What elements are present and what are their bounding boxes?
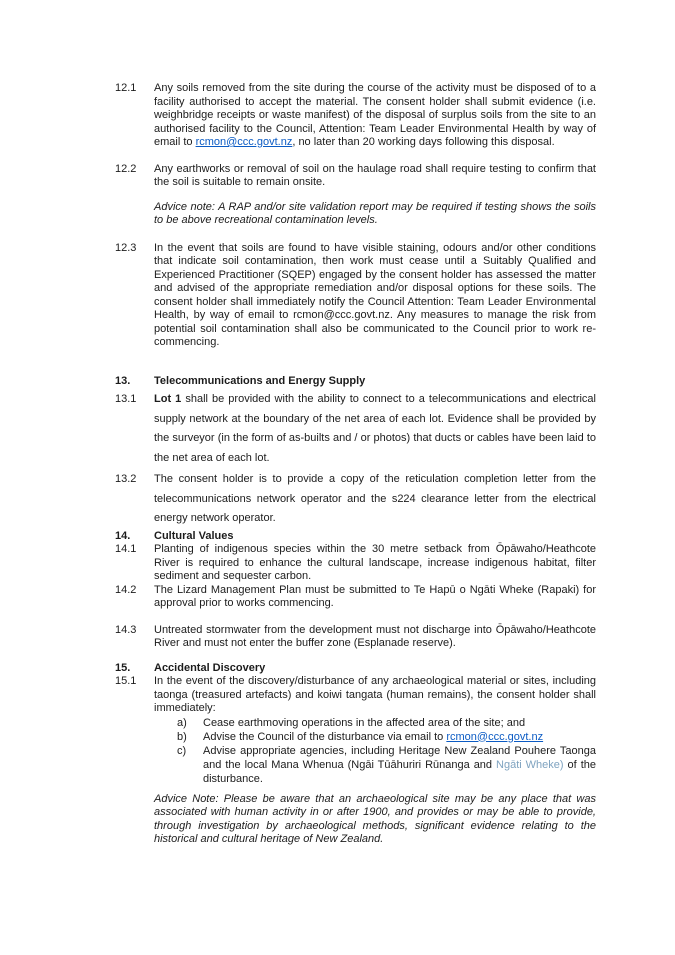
sub-item-marker: b) bbox=[177, 730, 187, 743]
clause-15-1 bbox=[115, 675, 596, 716]
section-number: 14. bbox=[115, 529, 131, 542]
clause-number-empty bbox=[115, 201, 154, 228]
section-title: Telecommunications and Energy Supply bbox=[154, 374, 366, 387]
iwi-name-highlight: Ngāti Wheke) bbox=[496, 758, 564, 771]
clause-number: 13.2 bbox=[115, 473, 137, 485]
sub-item-marker: a) bbox=[177, 716, 187, 729]
clause-text bbox=[154, 390, 596, 468]
clause-text: In the event that soils are found to have visible staining, odours and/or other conditions that indicate soil contamination, then work must cease until a Suitably Qualified and Experienced Practitioner (SQEP) engaged by the consent holder has assessed the matter and advised of the appropriate remediation and/or disposal options for these soils. The consent holder shall immediately notify the Council Attention: Team Leader Environmental Health, by way of email to rcmon@ccc.govt.nz. Any measures to manage the risk from potential soil contamination shall also be communicated to the Council prior to work re-commencing. bbox=[154, 241, 596, 348]
section-heading-14 bbox=[115, 530, 596, 544]
clause-text-segment: shall be provided with the ability to connect to a telecommunications and electrical supply network at the boundary of the net area of each lot. Evidence shall be provided by the surveyor (in the form of as-builts and / or photos) that ducts or cables have been laid to the net area of each lot. bbox=[154, 393, 596, 464]
sub-item-text-segment: of the disturbance. bbox=[203, 758, 596, 785]
sub-item-a bbox=[154, 716, 596, 730]
sub-item-text-segment: Advise appropriate agencies, including Heritage New Zealand Pouhere Taonga and the local Mana Whenua (Ngāi Tūāhuriri Rūnanga and bbox=[203, 744, 596, 771]
clause-12-3 bbox=[115, 242, 596, 350]
clause-text: Any earthworks or removal of soil on the haulage road shall require testing to confirm that the soil is suitable to remain onsite. bbox=[154, 162, 596, 188]
sub-item-text bbox=[203, 744, 596, 786]
clause-number-empty bbox=[115, 793, 154, 847]
clause-number-empty bbox=[115, 716, 154, 786]
clause-number: 13.1 bbox=[115, 393, 137, 405]
section-title: Cultural Values bbox=[154, 529, 234, 542]
sub-item-list bbox=[115, 716, 596, 786]
advice-note-12 bbox=[115, 201, 596, 228]
clause-14-1 bbox=[115, 543, 596, 584]
sub-item-container bbox=[154, 716, 596, 786]
clause-number: 12.2 bbox=[115, 162, 137, 175]
sub-item-text: Cease earthmoving operations in the affected area of the site; and bbox=[203, 716, 526, 729]
advice-note-text: Advice Note: Please be aware that an archaeological site may be any place that was associated with human activity in or after 1900, and provides or may be able to provide, through investigation by archaeological methods, significant evidence relating to the historical and cultural heritage of New Zealand. bbox=[154, 792, 596, 845]
email-link[interactable]: rcmon@ccc.govt.nz bbox=[195, 136, 293, 148]
clause-number: 12.3 bbox=[115, 241, 137, 254]
sub-item-text-segment: Advise the Council of the disturbance via email to bbox=[203, 730, 447, 743]
clause-text: The Lizard Management Plan must be submitted to Te Hapū o Ngāti Wheke (Rapaki) for approval prior to works commencing. bbox=[154, 583, 596, 609]
clause-14-3 bbox=[115, 624, 596, 651]
clause-13-1 bbox=[115, 390, 596, 468]
email-link[interactable]: rcmon@ccc.govt.nz bbox=[446, 730, 544, 743]
clause-bold-lead: Lot 1 bbox=[154, 393, 182, 405]
section-number: 15. bbox=[115, 661, 131, 674]
clause-number: 14.3 bbox=[115, 623, 137, 636]
advice-note-text: Advice note: A RAP and/or site validation report may be required if testing shows the soils to be above recreational contamination levels. bbox=[154, 200, 596, 226]
sub-item-b bbox=[154, 730, 596, 744]
clause-number: 14.2 bbox=[115, 583, 137, 596]
clause-text: Planting of indigenous species within the 30 metre setback from Ōpāwaho/Heathcote River is required to enhance the cultural landscape, increase indigenous habitat, filter sediment and sequester carbon. bbox=[154, 543, 596, 582]
clause-number: 12.1 bbox=[115, 82, 137, 94]
sub-item-marker: c) bbox=[177, 744, 187, 757]
section-number: 13. bbox=[115, 374, 131, 387]
clause-14-2 bbox=[115, 584, 596, 611]
advice-note-15 bbox=[115, 793, 596, 847]
sub-item-text bbox=[203, 730, 596, 744]
clause-13-2 bbox=[115, 470, 596, 529]
clause-number: 14.1 bbox=[115, 543, 137, 555]
clause-text-segment: Any soils removed from the site during the course of the activity must be disposed of to a facility authorised to accept the material. The consent holder shall submit evidence (i.e. weighbridge receipts or waste manifest) of the disposal of surplus soils from the site to an authorised facility to the Council, Attention: Team Leader Environmental Health by way of email to bbox=[154, 82, 596, 148]
clause-text: The consent holder is to provide a copy of the reticulation completion letter from the telecommunications network operator and the s224 clearance letter from the electrical energy network operator. bbox=[154, 473, 596, 524]
section-heading-13 bbox=[115, 375, 596, 389]
clause-text: In the event of the discovery/disturbance of any archaeological material or sites, including taonga (treasured artefacts) and koiwi tangata (human remains), the consent holder shall immediately: bbox=[154, 675, 596, 714]
clause-12-1 bbox=[115, 82, 596, 150]
clause-text bbox=[154, 82, 596, 150]
clause-text-segment: , no later than 20 working days following this disposal. bbox=[292, 136, 555, 148]
document-content bbox=[115, 82, 596, 847]
sub-item-c bbox=[154, 744, 596, 786]
clause-number: 15.1 bbox=[115, 675, 137, 687]
clause-text: Untreated stormwater from the development must not discharge into Ōpāwaho/Heathcote River and must not enter the buffer zone (Esplanade reserve). bbox=[154, 623, 596, 649]
clause-12-2 bbox=[115, 163, 596, 190]
section-title: Accidental Discovery bbox=[154, 661, 266, 674]
section-heading-15 bbox=[115, 662, 596, 676]
